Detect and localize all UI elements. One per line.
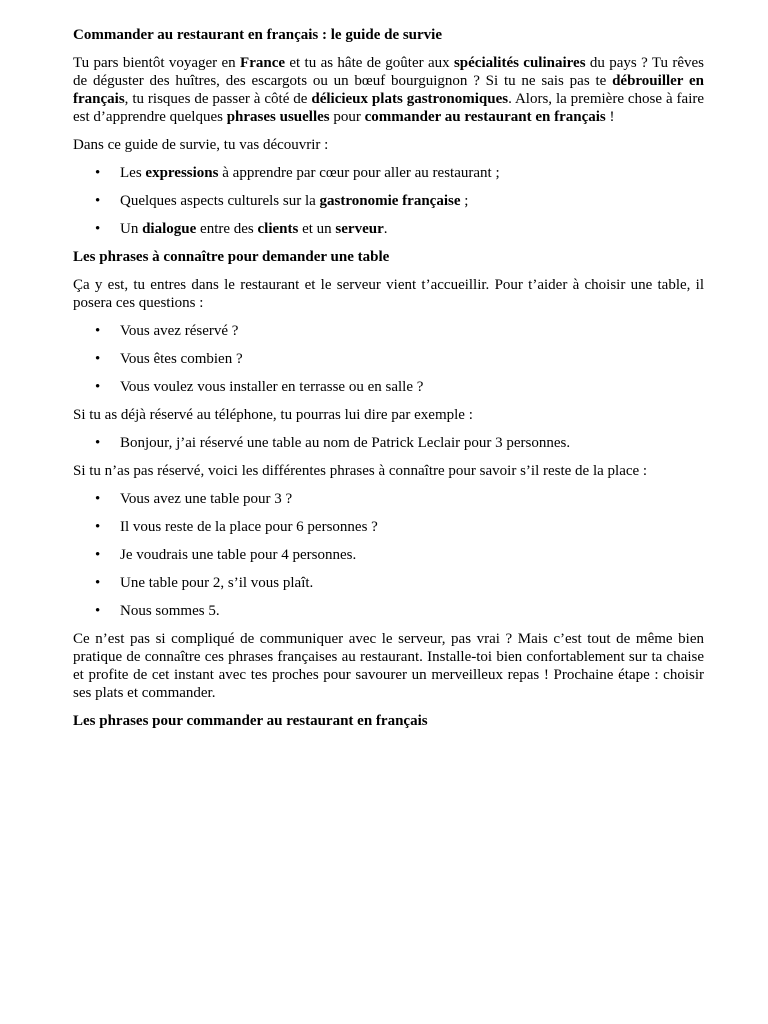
bullet-icon: • <box>95 435 101 451</box>
list-item: • Vous voulez vous installer en terrasse ou en salle ? <box>95 379 424 395</box>
intro-bold: débrouiller en français <box>73 73 704 107</box>
bullet-icon: • <box>95 221 101 237</box>
bullet-icon: • <box>95 323 101 339</box>
list-item: • Il vous reste de la place pour 6 personnes ? <box>95 519 378 535</box>
intro-text: du pays ? Tu rêves de déguster des huîtres, des escargots ou un bœuf bourguignon ? Si tu ne sais pas te <box>73 55 704 89</box>
intro-bold: commander au restaurant en français <box>364 109 606 125</box>
list-item: • Vous avez réservé ? <box>95 323 239 339</box>
section-heading: Les phrases pour commander au restaurant en français <box>73 713 428 729</box>
paragraph: Si tu as déjà réservé au téléphone, tu pourras lui dire par exemple : <box>73 407 473 423</box>
phrases-list <box>73 490 704 620</box>
bullet-icon: • <box>95 491 101 507</box>
intro-bold: délicieux plats gastronomiques <box>311 91 509 107</box>
document-page <box>73 26 704 740</box>
bullet-icon: • <box>95 351 101 367</box>
bullet-icon: • <box>95 603 101 619</box>
list-item: • Vous avez une table pour 3 ? <box>95 491 293 507</box>
list-item: • Les expressions à apprendre par cœur pour aller au restaurant ; <box>95 165 500 181</box>
bullet-icon: • <box>95 165 101 181</box>
discover-intro: Dans ce guide de survie, tu vas découvrir : <box>73 137 329 153</box>
intro-text: Tu pars bientôt voyager en <box>73 55 241 71</box>
list-item: • Une table pour 2, s’il vous plaît. <box>95 575 314 591</box>
bullet-icon: • <box>95 575 101 591</box>
questions-list <box>73 322 704 396</box>
list-item: • Un dialogue entre des clients et un serveur. <box>95 221 388 237</box>
discover-list <box>73 164 704 238</box>
document-title: Commander au restaurant en français : le guide de survie <box>73 27 443 43</box>
list-item: • Je voudrais une table pour 4 personnes. <box>95 547 357 563</box>
intro-text: pour <box>329 109 365 125</box>
intro-text: ! <box>605 109 615 125</box>
intro-paragraph <box>73 54 704 126</box>
intro-bold: France <box>240 55 286 71</box>
bullet-icon: • <box>95 547 101 563</box>
reserved-example-list <box>73 434 704 452</box>
intro-bold: spécialités culinaires <box>453 55 586 71</box>
list-item: • Vous êtes combien ? <box>95 351 243 367</box>
list-item: • Bonjour, j’ai réservé une table au nom de Patrick Leclair pour 3 personnes. <box>95 435 571 451</box>
intro-text: . Alors, la première chose à faire est d’apprendre quelques <box>73 91 705 125</box>
bullet-icon: • <box>95 193 101 209</box>
intro-text: , tu risques de passer à côté de <box>124 91 312 107</box>
list-item: • Nous sommes 5. <box>95 603 220 619</box>
list-item: • Quelques aspects culturels sur la gastronomie française ; <box>95 193 469 209</box>
bullet-icon: • <box>95 379 101 395</box>
paragraph: Ce n’est pas si compliqué de communiquer avec le serveur, pas vrai ? Mais c’est tout de même bien pratique de connaître ces phrases françaises au restaurant. Installe-toi bien confortablement sur ta chaise et profite de cet instant avec tes proches pour savourer un merveilleux repas ! Prochaine étape : choisir ses plats et commander. <box>73 631 704 701</box>
bullet-icon: • <box>95 519 101 535</box>
paragraph: Ça y est, tu entres dans le restaurant et le serveur vient t’accueillir. Pour t’aider à choisir une table, il posera ces questions : <box>73 277 704 311</box>
intro-bold: phrases usuelles <box>226 109 330 125</box>
intro-text: et tu as hâte de goûter aux <box>285 55 454 71</box>
paragraph: Si tu n’as pas réservé, voici les différentes phrases à connaître pour savoir s’il reste de la place : <box>73 463 648 479</box>
section-heading: Les phrases à connaître pour demander une table <box>73 249 390 265</box>
